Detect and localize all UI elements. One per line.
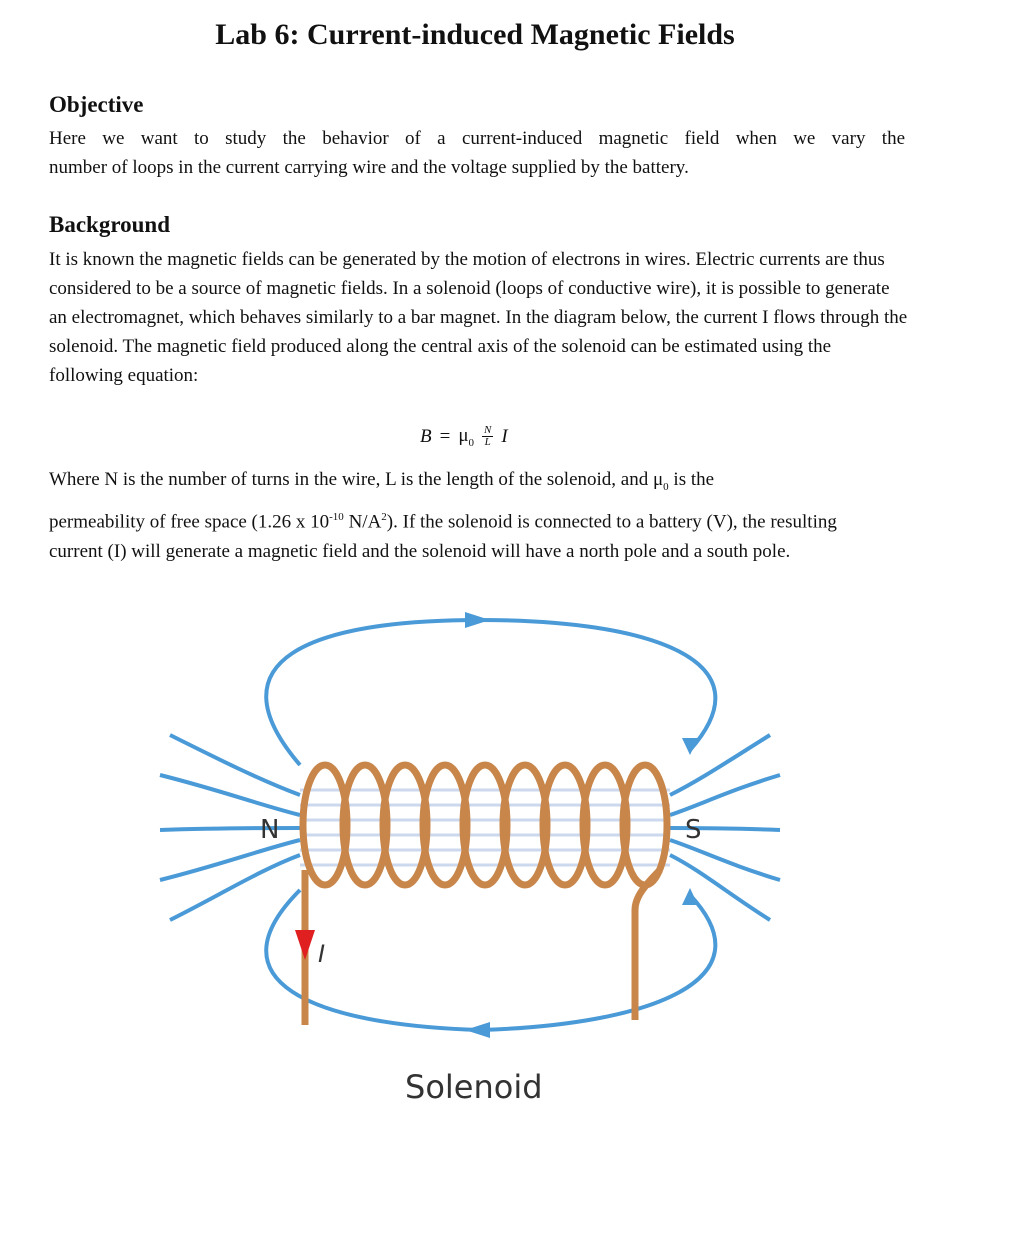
north-label: N — [260, 815, 280, 845]
eq-equals: = — [439, 425, 451, 447]
eq-i: I — [501, 425, 508, 447]
background-heading: Background — [49, 212, 171, 237]
objective-line-1: Here we want to study the behavior of a current-induced magnetic field when we vary the — [49, 128, 905, 149]
eq-den: L — [484, 436, 491, 449]
expl-text: ). If the solenoid is connected to a battery (V), the resulting current (I) will generate a magnetic field and the solenoid will have a north pole and a south pole. — [49, 511, 837, 563]
expl-text: Where N is the number of turns in the wire, L is the length of the solenoid, and μ — [49, 469, 664, 490]
eq-b: B — [420, 425, 432, 447]
eq-num: N — [484, 424, 492, 437]
objective-heading: Objective — [49, 92, 144, 117]
solenoid-equation — [420, 425, 508, 449]
expl-text: permeability of free space (1.26 x 10 — [49, 511, 330, 533]
eq-fraction — [482, 425, 493, 448]
expl-sup: -10 — [329, 510, 344, 523]
current-label: I — [318, 940, 326, 968]
eq-mu: μ — [458, 425, 469, 446]
expl-text: is the — [668, 469, 715, 490]
page-title: Lab 6: Current-induced Magnetic Fields — [215, 18, 735, 51]
background-paragraph: It is known the magnetic fields can be generated by the motion of electrons in wires. Electric currents are thus considered to be a source of magnetic fields. In a solenoid (loops of conductive wire), it is possible to generate an electromagnet, which behaves similarly to a bar magnet. In the diagram below, the current I flows through the solenoid. The magnetic field produced along the central axis of the solenoid can be estimated using the following equation: — [49, 249, 908, 386]
south-label: S — [685, 815, 702, 845]
objective-line-2: number of loops in the current carrying wire and the voltage supplied by the battery. — [49, 157, 689, 178]
expl-sub: 0 — [663, 480, 669, 493]
eq-sub: 0 — [468, 436, 475, 449]
current-arrow-icon — [295, 930, 315, 960]
expl-text: N/A — [343, 511, 382, 533]
solenoid-diagram — [150, 600, 800, 1060]
diagram-caption: Solenoid — [405, 1068, 543, 1106]
explanation-paragraph — [49, 465, 889, 567]
core-lines — [300, 790, 670, 865]
expl-sup: 2 — [381, 510, 387, 523]
